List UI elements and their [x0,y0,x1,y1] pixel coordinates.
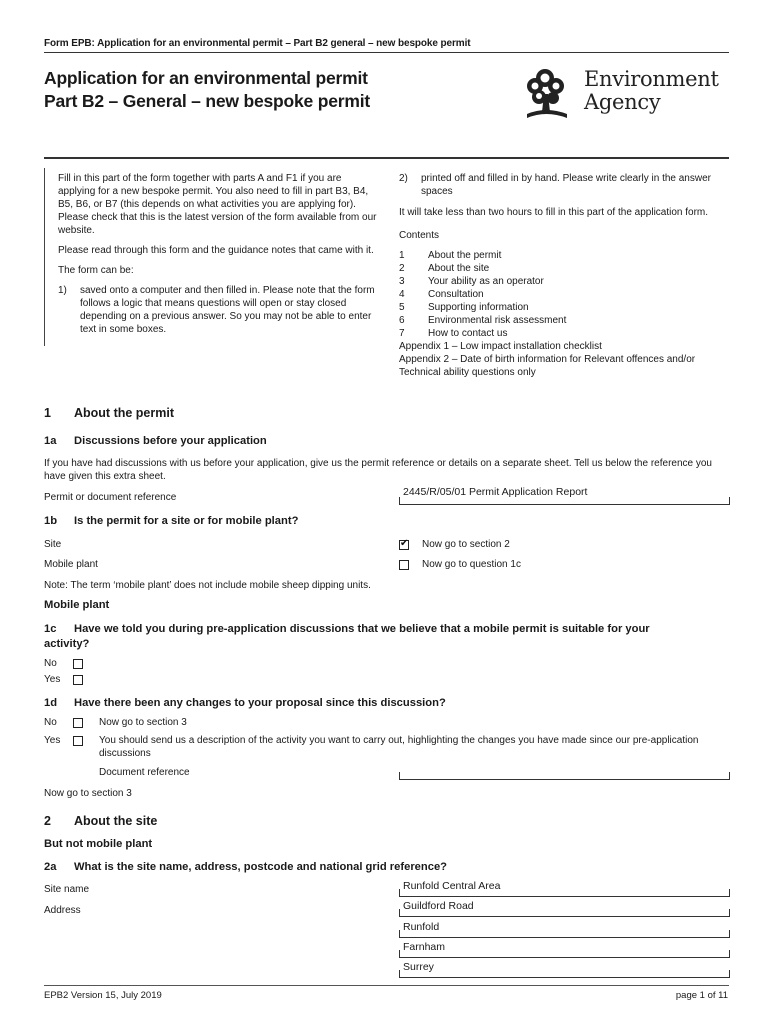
question-title-continued: activity? [44,638,90,650]
page-title-line2: Part B2 – General – new bespoke permit [44,91,371,111]
question-number: 1c [44,623,57,635]
footer-divider [44,985,729,986]
contents-item-number: 6 [399,315,405,326]
contents-title: Contents [399,230,440,241]
contents-item-number: 3 [399,276,405,287]
contents-item-number: 4 [399,289,405,300]
contents-item[interactable] [399,314,729,327]
site-next-step: Now go to section 2 [422,539,510,550]
section-number: 1 [44,406,51,420]
logo-line2: Agency [584,90,661,114]
contents-item-number: 7 [399,328,405,339]
address-line-2-field[interactable] [399,921,730,938]
question-2a-heading [44,861,447,873]
permit-reference-value: 2445/R/05/01 Permit Application Report [403,486,588,498]
logo-text [584,68,719,114]
intro-paragraph-1: Fill in this part of the form together with parts A and F1 if you are applying for a new bespoke permit. You also need to fill in part B3, B4, B5, B6, or B7 (this depends on what activities you are applying for). Please check that this is the latest version of the form available from our website. [58,173,377,236]
mobile-plant-option-label: Mobile plant [44,559,98,570]
question-1a-heading [44,435,267,447]
intro-right [399,172,729,379]
question-title: Is the permit for a site or for mobile plant? [74,515,299,527]
q1d-document-reference-label: Document reference [99,767,190,778]
intro-left-border [44,168,45,346]
intro-item-1-number: 1) [58,285,67,296]
go-to-section-3: Now go to section 3 [44,788,132,799]
question-number: 2a [44,861,57,873]
question-number: 1d [44,697,58,709]
site-name-value: Runfold Central Area [403,880,501,892]
q1c-yes-checkbox[interactable] [73,675,83,685]
question-1c-heading [44,622,734,652]
section-title: About the site [74,814,158,828]
address-line-4-field[interactable] [399,961,730,978]
contents-item-label: How to contact us [428,328,508,339]
contents-item[interactable] [399,275,729,288]
address-line-2-value: Runfold [403,921,440,933]
site-name-label: Site name [44,884,90,895]
environment-agency-logo-icon [523,64,581,120]
footer-page-number: page 1 of 11 [675,990,728,1001]
q1d-no-checkbox[interactable] [73,718,83,728]
contents-item[interactable] [399,288,729,301]
site-checkbox[interactable] [399,540,409,550]
contents-item-label: Your ability as an operator [428,276,544,287]
contents-item-label: Supporting information [428,302,529,313]
footer-version: EPB2 Version 15, July 2019 [44,990,162,1001]
intro-paragraph-3: The form can be: [58,265,134,276]
contents-item[interactable] [399,327,729,340]
mobile-plant-checkbox[interactable] [399,560,409,570]
permit-reference-label: Permit or document reference [44,492,177,503]
q1c-no-checkbox[interactable] [73,659,83,669]
logo-line1: Environment [584,67,719,91]
intro-item-2-number: 2) [399,173,408,184]
mobile-plant-note: Note: The term ‘mobile plant’ does not include mobile sheep dipping units. [44,580,371,591]
contents-item[interactable] [399,262,729,275]
intro-paragraph-2: Please read through this form and the guidance notes that came with it. [58,245,374,256]
question-number: 1b [44,515,58,527]
contents-item-number: 2 [399,263,405,274]
contents-item-label: About the permit [428,250,502,261]
intro-left [58,172,378,336]
question-title: Have there been any changes to your proposal since this discussion? [74,697,446,709]
q1d-document-reference-field[interactable] [399,770,730,780]
address-line-1-value: Guildford Road [403,900,474,912]
title-divider [44,157,729,159]
question-title: Have we told you during pre-application discussions that we believe that a mobile permit is suitable for your [74,623,650,635]
section-2-subheading: But not mobile plant [44,838,153,850]
contents-item[interactable] [399,301,729,314]
intro-item-1-text: saved onto a computer and then filled in. Please note that the form follows a logic that means questions will open or stay closed depending on a previous answer. So you may not be able to enter text in some boxes. [80,285,375,335]
contents-item-label: Environmental risk assessment [428,315,567,326]
q1d-yes-checkbox[interactable] [73,736,83,746]
section-title: About the permit [74,406,174,420]
contents-item-label: About the site [428,263,490,274]
q1d-yes-label: Yes [44,735,61,746]
intro-item-1 [58,284,378,336]
question-number: 1a [44,435,57,447]
address-line-3-field[interactable] [399,941,730,958]
contents-item[interactable] [399,249,729,262]
q1c-yes-label: Yes [44,674,61,685]
question-title: What is the site name, address, postcode and national grid reference? [74,861,448,873]
page-title [44,67,370,113]
header-divider [44,52,729,53]
address-line-1-field[interactable] [399,900,730,917]
q1d-no-label: No [44,717,57,728]
q1d-yes-instructions: You should send us a description of the activity you want to carry out, highlighting the changes you have made since our pre-application discussions [99,735,699,759]
question-1a-text: If you have had discussions with us before your application, give us the permit reference or details on a separate sheet. Tell us below the reference you have given this extra sheet. [44,458,712,482]
appendix-1[interactable]: Appendix 1 – Low impact installation checklist [399,341,602,352]
intro-item-2-text: printed off and filled in by hand. Please write clearly in the answer spaces [421,173,711,197]
time-estimate: It will take less than two hours to fill in this part of the application form. [399,207,709,218]
mobile-plant-next-step: Now go to question 1c [422,559,521,570]
intro-item-2 [399,172,729,198]
permit-reference-field[interactable] [399,486,730,505]
contents-list [399,249,729,340]
mobile-plant-heading: Mobile plant [44,599,110,611]
q1c-no-label: No [44,658,57,669]
appendix-2[interactable]: Appendix 2 – Date of birth information for Relevant offences and/or Technical ability questions only [399,354,696,378]
question-title: Discussions before your application [74,435,267,447]
site-option-label: Site [44,539,62,550]
contents-item-number: 1 [399,250,405,261]
section-number: 2 [44,814,51,828]
q1d-no-next-step: Now go to section 3 [99,717,187,728]
section-1-heading [44,406,174,420]
question-1b-heading [44,515,298,527]
site-name-field[interactable] [399,880,730,897]
contents-item-number: 5 [399,302,405,313]
address-line-4-value: Surrey [403,961,434,973]
question-1d-heading [44,697,446,709]
address-label: Address [44,905,81,916]
address-line-3-value: Farnham [403,941,446,953]
section-2-heading [44,814,157,828]
running-header: Form EPB: Application for an environmental permit – Part B2 general – new bespoke permit [44,38,471,49]
page-title-line1: Application for an environmental permit [44,68,368,88]
contents-item-label: Consultation [428,289,484,300]
